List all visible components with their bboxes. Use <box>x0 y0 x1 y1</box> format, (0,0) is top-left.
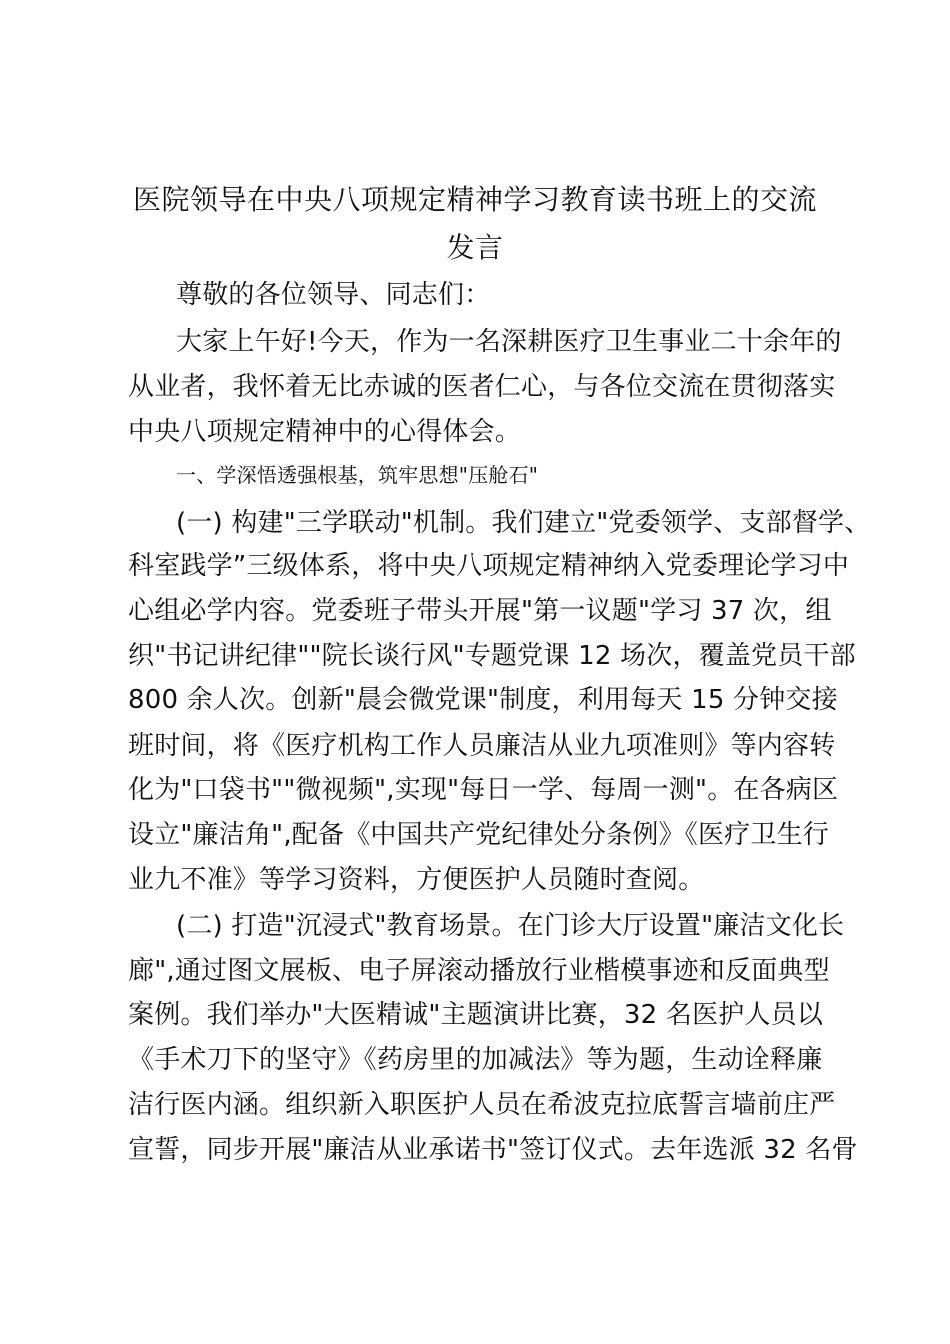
paragraph-line: 设立"廉洁角",配备《中国共产党纪律处分条例》《医疗卫生行 <box>128 820 829 850</box>
section-heading: 一、学深悟透强根基，筑牢思想"压舱石" <box>176 463 539 487</box>
paragraph-line: 案例。我们举办"大医精诚"主题演讲比赛，32 名医护人员以 <box>128 1000 824 1030</box>
paragraph-line: (二) 打造"沉浸式"教育场景。在门诊大厅设置"廉洁文化长 <box>176 911 845 941</box>
paragraph-line: 从业者，我怀着无比赤诚的医者仁心，与各位交流在贯彻落实 <box>128 372 836 402</box>
paragraph-line: 班时间，将《医疗机构工作人员廉洁从业九项准则》等内容转 <box>128 731 836 761</box>
salutation: 尊敬的各位领导、同志们： <box>176 280 491 310</box>
paragraph-line: 大家上午好!今天，作为一名深耕医疗卫生事业二十余年的 <box>176 327 842 357</box>
paragraph-line: 中央八项规定精神中的心得体会。 <box>128 417 522 447</box>
paragraph-line: 心组必学内容。党委班子带头开展"第一议题"学习 37 次，组 <box>128 596 832 626</box>
paragraph-line: (一) 构建"三学联动"机制。我们建立"党委领学、支部督学、 <box>176 508 871 538</box>
paragraph-line: 800 余人次。创新"晨会微党课"制度，利用每天 15 分钟交接 <box>128 685 838 715</box>
paragraph-line: 业九不准》等学习资料，方便医护人员随时查阅。 <box>128 865 705 895</box>
title-line: 医院领导在中央八项规定精神学习教育读书班上的交流 <box>132 183 817 216</box>
paragraph-line: 科室践学”三级体系，将中央八项规定精神纳入党委理论学习中 <box>128 551 850 581</box>
paragraph-line: 廊",通过图文展板、电子屏滚动播放行业楷模事迹和反面典型 <box>128 956 830 986</box>
paragraph-line: 《手术刀下的坚守》《药房里的加减法》等为题，生动诠释廉 <box>128 1045 823 1075</box>
paragraph-line: 织"书记讲纪律""院长谈行风"专题党课 12 场次，覆盖党员干部 <box>128 641 856 671</box>
document-title <box>100 176 850 272</box>
paragraph-line: 化为"口袋书""微视频",实现"每日一学、每周一测"。在各病区 <box>128 775 839 805</box>
title-line: 发言 <box>446 231 504 264</box>
paragraph-line: 洁行医内涵。组织新入职医护人员在希波克拉底誓言墙前庄严 <box>128 1090 836 1120</box>
paragraph-line: 宣誓，同步开展"廉洁从业承诺书"签订仪式。去年选派 32 名骨 <box>128 1135 858 1165</box>
